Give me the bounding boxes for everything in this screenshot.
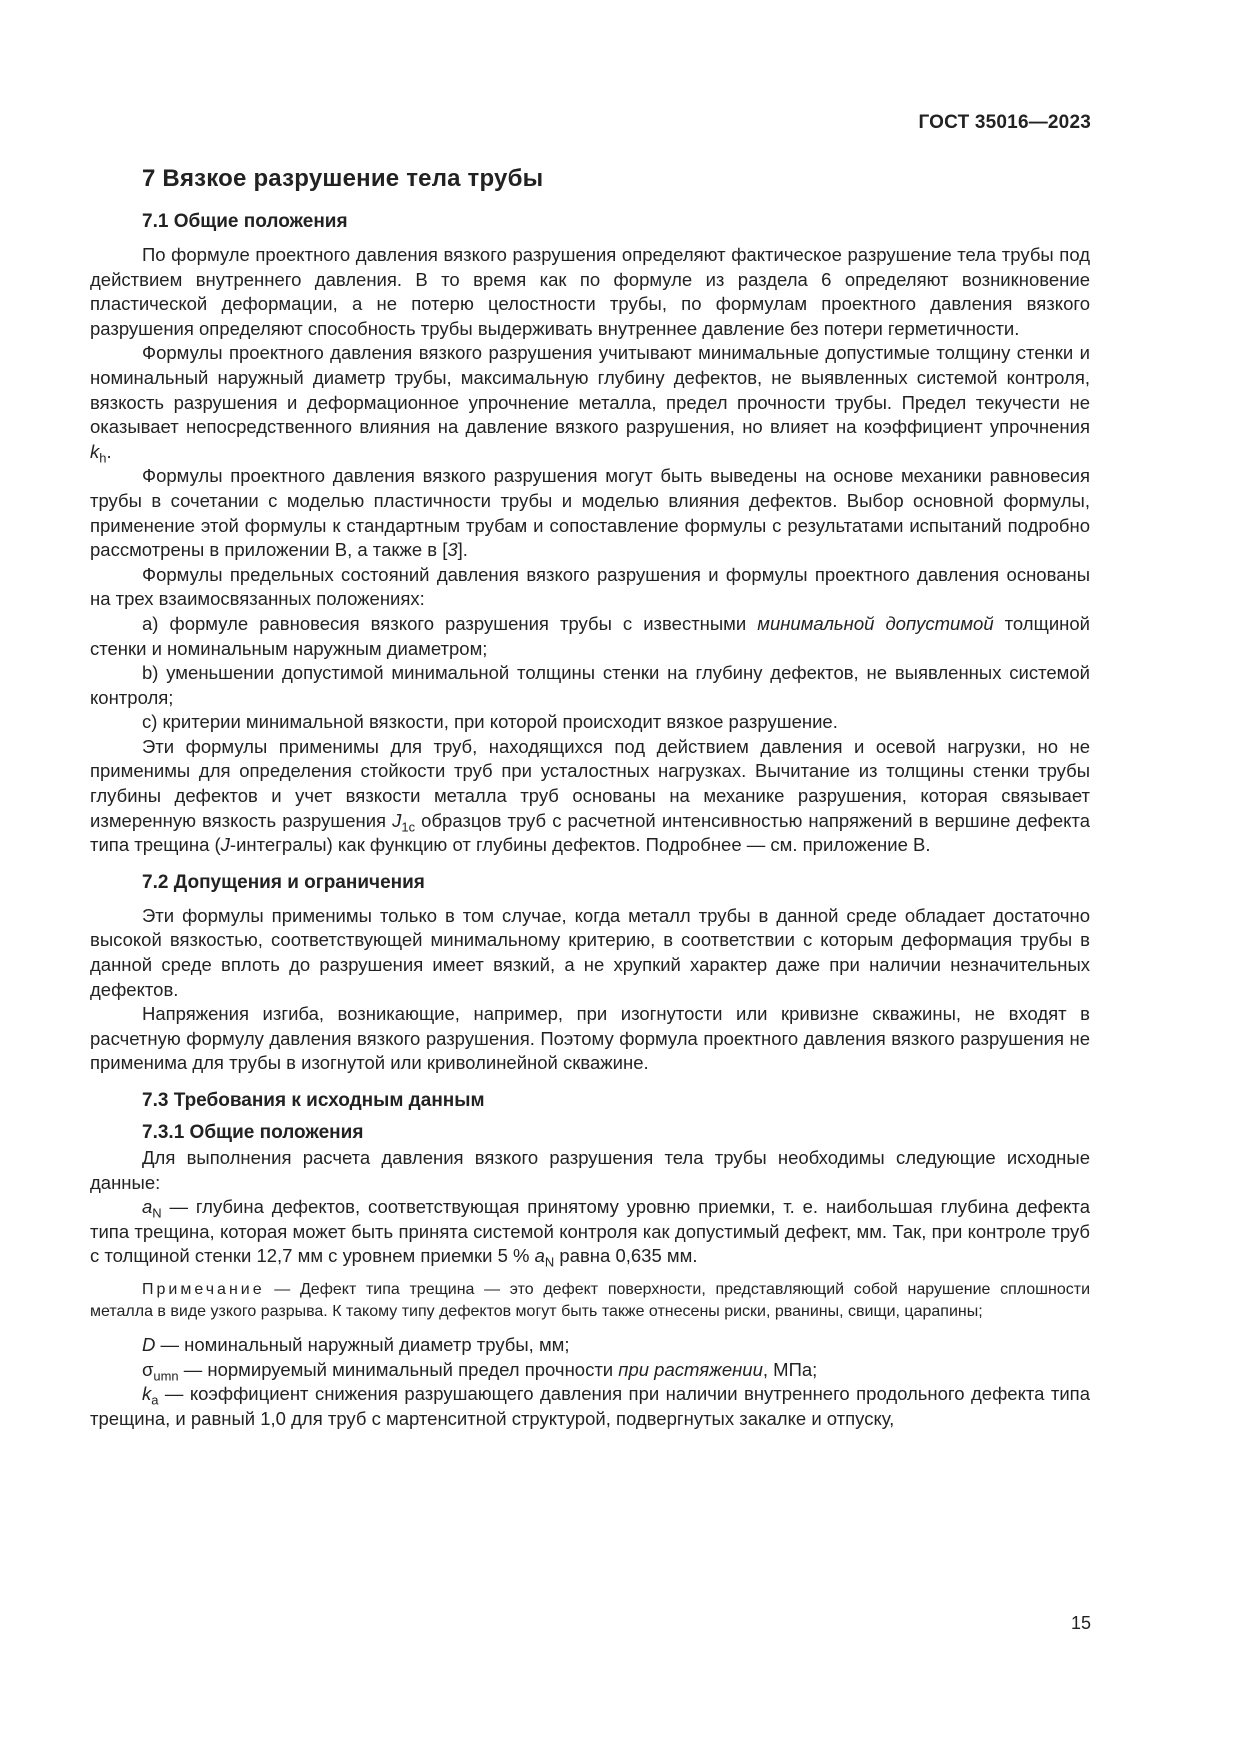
section-title: 7 Вязкое разрушение тела трубы [142, 165, 544, 192]
note: Примечание — Дефект типа трещина — это дефект поверхности, представляющий собой нарушение сплошности металла в виде узкого разрыва. К такому типу дефектов могут быть также отнесены риски, рванины, свищи, царапины; [90, 1280, 1090, 1320]
subsection-7-1-title: 7.1 Общие положения [142, 211, 348, 232]
page-number: 15 [1070, 1613, 1091, 1633]
list-item: c) критерии минимальной вязкости, при которой происходит вязкое разрушение. [142, 711, 838, 733]
page-content [90, 165, 1090, 1431]
spacer [90, 1076, 1090, 1090]
definition-item: $k_a$ — коэффициент снижения разрушающего давления при наличии внутреннего продольного дефекта типа трещина, и равный 1,0 для труб с мартенситной структурой, подвергнутых закалке и отпуску, [90, 1383, 1090, 1429]
subsection-7-2-title: 7.2 Допущения и ограничения [142, 871, 425, 893]
paragraph: Эти формулы применимы для труб, находящихся под действием давления и осевой нагрузки, но не применимы для определения стойкости труб при усталостных нагрузках. Вычитание из толщины стенки трубы глубины дефектов и учет вязкости металла труб основаны на механике разрушения, которая связывает измеренную вязкость разрушения $J_{1с}$ образцов труб с расчетной интенсивностью напряжений в вершине дефекта типа трещина (J-интегралы) как функцию от глубины дефектов. Подробнее — см. приложение В. [90, 735, 1090, 856]
subsection-7-3-title: 7.3 Требования к исходным данным [142, 1090, 485, 1111]
paragraph: Для выполнения расчета давления вязкого разрушения тела трубы необходимы следующие исходные данные: [90, 1147, 1090, 1193]
spacer [90, 858, 1090, 872]
definition-item: $a_N$ — глубина дефектов, соответствующая принятому уровню приемки, т. е. наибольшая глубина дефекта типа трещина, которая может быть принята системой контроля как допустимый дефект, мм. Так, при контроле труб с толщиной стенки 12,7 мм с уровнем приемки 5 % $a_N$ равна 0,635 мм. [90, 1196, 1090, 1270]
list-item: a) формуле равновесия вязкого разрушения трубы с известными минимальной допустимой толщиной стенки и номинальным наружным диаметром; [90, 612, 1090, 659]
paragraph: По формуле проектного давления вязкого разрушения определяют фактическое разрушение тела трубы под действием внутреннего давления. В то время как по формуле из раздела 6 определяют возникновение пластической деформации, а не потерю целостности трубы, по формулам проектного давления вязкого разрушения определяют способность трубы выдерживать внутреннее давление без потери герметичности. [90, 244, 1090, 339]
subsection-7-3-1-title: 7.3.1 Общие положения [142, 1122, 364, 1143]
definition-item: $\sigma_{umn}$ — нормируемый минимальный предел прочности при растяжении, МПа; [142, 1358, 818, 1384]
document-header: ГОСТ 35016—2023 [918, 112, 1091, 133]
paragraph: Формулы проектного давления вязкого разрушения учитывают минимальные допустимые толщину стенки и номинальный наружный диаметр трубы, максимальную глубину дефектов, не выявленных системой контроля, вязкость разрушения и деформационное упрочнение металла, предел прочности трубы. Предел текучести не оказывает непосредственного влияния на давление вязкого разрушения, но влияет на коэффициент упрочнения $k_h$. [90, 342, 1090, 466]
paragraph: Эти формулы применимы только в том случае, когда металл трубы в данной среде обладает достаточно высокой вязкостью, соответствующей минимальному критерию, в соответствии с которым деформация трубы в данной среде вплоть до разрушения имеет вязкий, а не хрупкий характер даже при наличии незначительных дефектов. [90, 904, 1090, 1000]
paragraph: Формулы проектного давления вязкого разрушения могут быть выведены на основе механики равновесия трубы в сочетании с моделью пластичности трубы и моделью влияния дефектов. Выбор основной формулы, применение этой формулы к стандартным трубам и сопоставление формулы с результатами испытаний подробно рассмотрены в приложении В, а также в [3]. [90, 465, 1090, 561]
definition-item: D — номинальный наружный диаметр трубы, мм; [142, 1333, 570, 1355]
list-item: b) уменьшении допустимой минимальной толщины стенки на глубину дефектов, не выявленных системой контроля; [90, 662, 1090, 708]
paragraph: Напряжения изгиба, возникающие, например, при изогнутости или кривизне скважины, не входят в расчетную формулу давления вязкого разрушения. Поэтому формула проектного давления вязкого разрушения не применима для трубы в изогнутой или криволинейной скважине. [90, 1003, 1090, 1074]
paragraph: Формулы предельных состояний давления вязкого разрушения и формулы проектного давления основаны на трех взаимосвязанных положениях: [90, 563, 1090, 610]
